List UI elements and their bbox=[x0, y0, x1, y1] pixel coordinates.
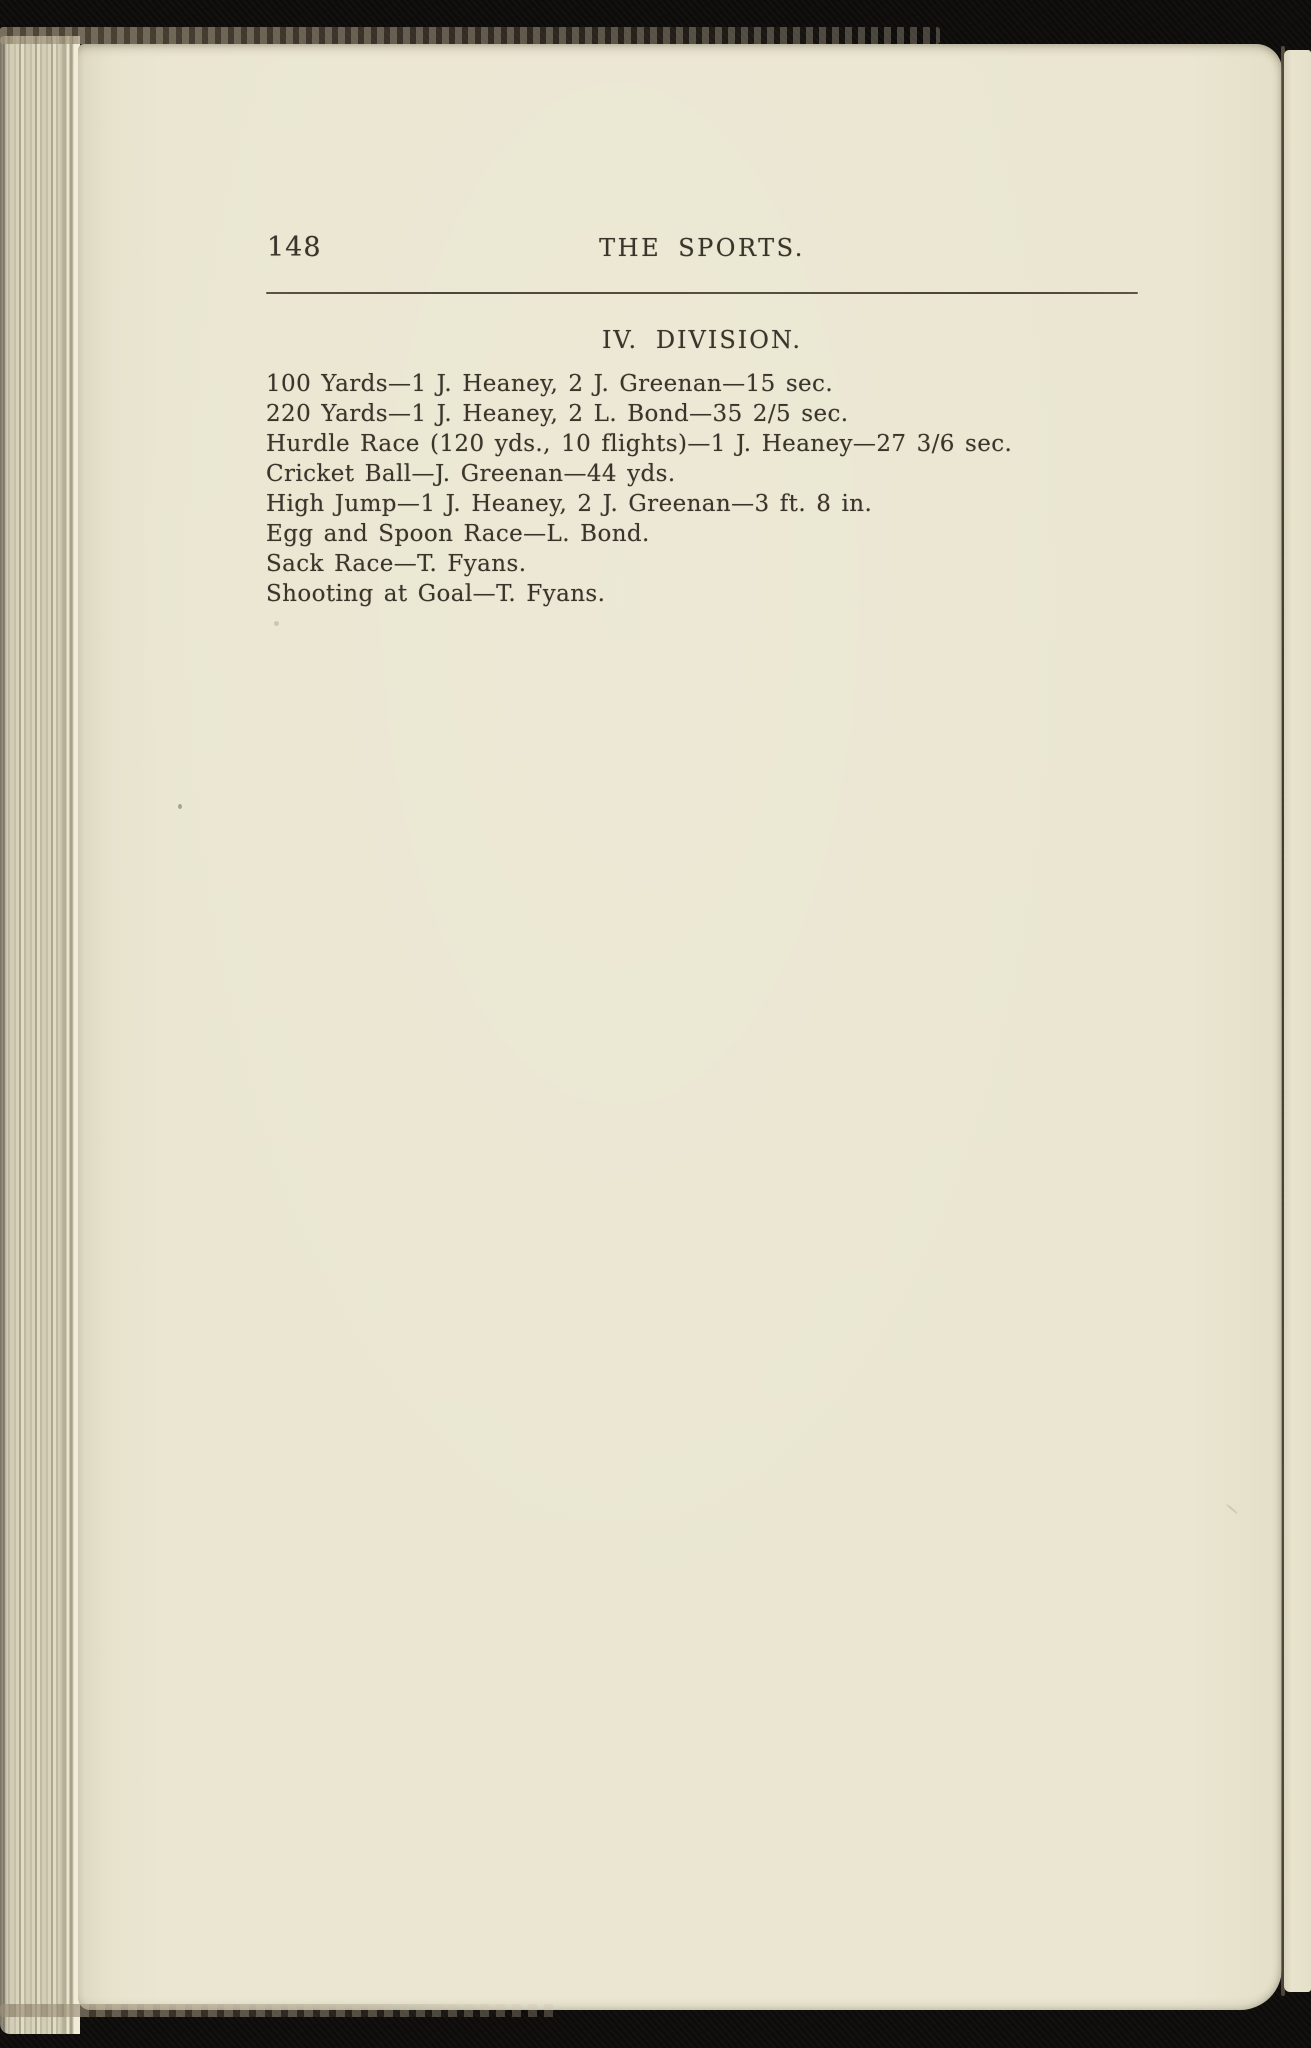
section-heading: IV. DIVISION. bbox=[601, 326, 803, 354]
cover-cloth-bottom bbox=[0, 2004, 560, 2017]
stacked-page-edges bbox=[0, 36, 80, 2034]
result-line-sack-race: Sack Race—T. Fyans. bbox=[266, 551, 527, 577]
result-line-220-yards: 220 Yards—1 J. Heaney, 2 L. Bond—35 2/5 sec. bbox=[266, 401, 849, 427]
cover-cloth-top bbox=[0, 27, 940, 44]
result-line-high-jump: High Jump—1 J. Heaney, 2 J. Greenan—3 ft. 8 in. bbox=[266, 491, 873, 517]
scan-speck bbox=[274, 621, 279, 626]
result-line-shooting-at-goal: Shooting at Goal—T. Fyans. bbox=[266, 581, 606, 607]
result-line-egg-and-spoon: Egg and Spoon Race—L. Bond. bbox=[266, 521, 650, 547]
book-page bbox=[78, 44, 1282, 2010]
scan-speck bbox=[178, 804, 182, 809]
scan-speck bbox=[1226, 1504, 1238, 1515]
next-page-edge bbox=[1284, 50, 1311, 1992]
printed-content bbox=[266, 44, 1138, 2010]
result-line-100-yards: 100 Yards—1 J. Heaney, 2 J. Greenan—15 sec. bbox=[266, 371, 834, 397]
running-header: THE SPORTS. bbox=[599, 234, 805, 262]
page-number: 148 bbox=[267, 232, 322, 263]
page-header bbox=[266, 230, 1138, 266]
result-line-cricket-ball: Cricket Ball—J. Greenan—44 yds. bbox=[266, 461, 676, 487]
header-rule bbox=[266, 292, 1138, 294]
result-line-hurdle-race: Hurdle Race (120 yds., 10 flights)—1 J. Heaney—27 3/6 sec. bbox=[266, 431, 1013, 457]
results-list bbox=[266, 369, 1138, 609]
